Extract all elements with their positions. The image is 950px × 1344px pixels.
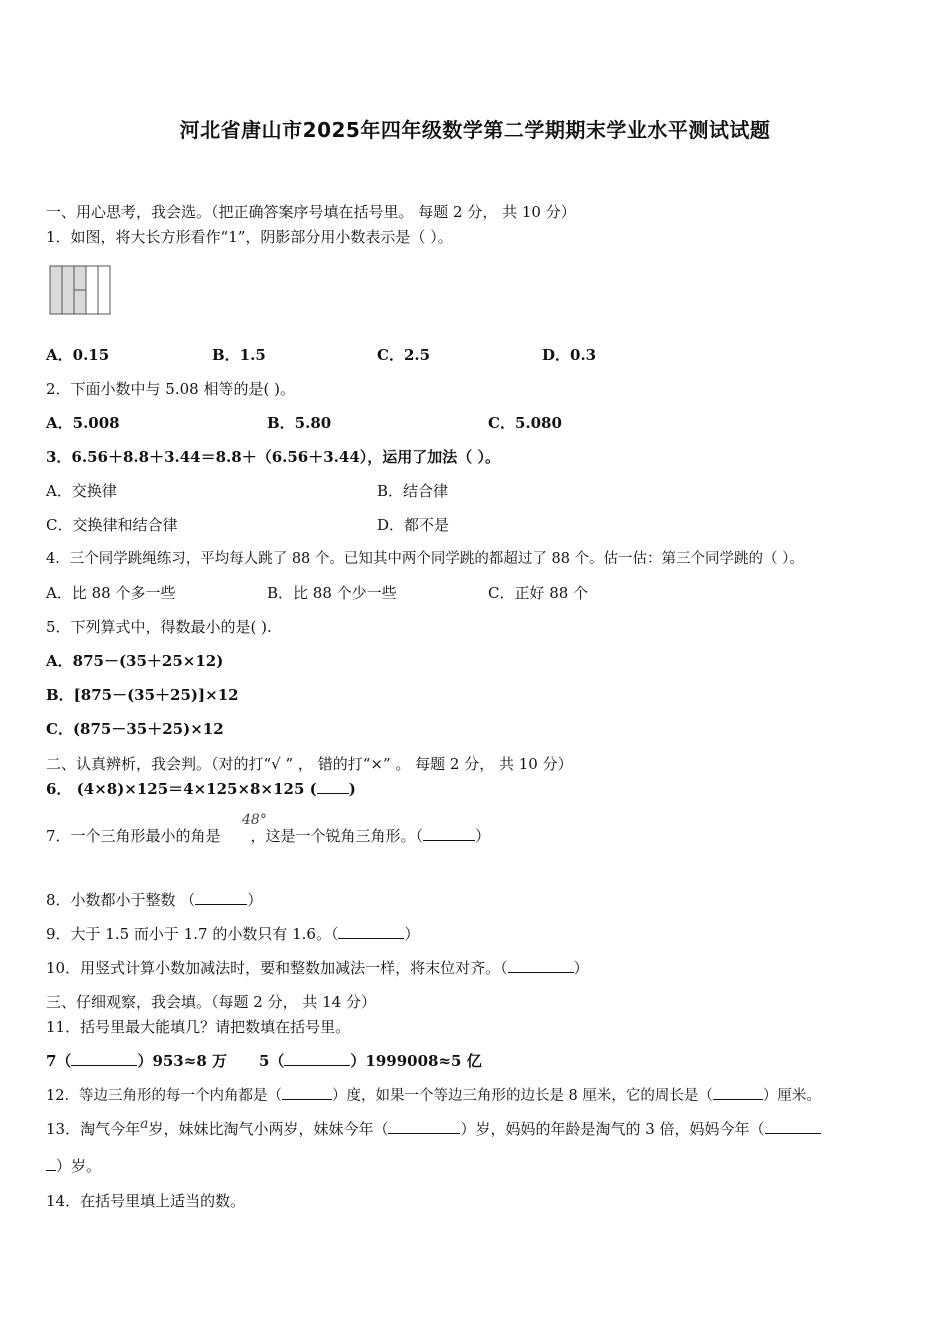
q11b-pre: 5（ [258,1052,285,1070]
question-1-stem: 1．如图，将大长方形看作“1”，阴影部分用小数表示是（ ）。 [46,228,453,246]
question-4-stem: 4．三个同学跳绳练习，平均每人跳了 88 个。已知其中两个同学跳的都超过了 88 个。估一估：第三个同学跳的（ ）。 [46,551,804,567]
question-10 [46,958,589,978]
question-11-stem: 11．括号里最大能填几？请把数填在括号里。 [46,1018,351,1036]
q9-pre: 9．大于 1.5 而小于 1.7 的小数只有 1.6。（ [46,925,339,943]
q3-option-a[interactable]: A．交换律 [46,482,117,500]
question-8 [46,890,262,910]
q8-close: ） [247,891,263,909]
figure-shaded-strip [62,266,74,314]
q12-perimeter-blank[interactable] [713,1085,763,1100]
q13-end: ）岁。 [56,1157,102,1175]
q6-answer-blank[interactable] [317,779,349,794]
section-2-heading: 二、认真辨析，我会判。（对的打“√ ” ， 错的打“×” 。 每题 2 分， 共 10 分） [46,755,573,773]
q1-option-d[interactable]: D．0.3 [542,346,597,364]
q11a-post: ）953≈8 万 [137,1052,227,1070]
question-12 [46,1085,821,1106]
question-13-line-1 [46,1116,821,1140]
question-11-items [46,1051,482,1071]
figure-shaded-strip [50,266,62,314]
q4-option-a[interactable]: A．比 88 个多一些 [46,584,176,602]
document-title: 河北省唐山市2025年四年级数学第二学期期末学业水平测试试题 [179,118,771,142]
q9-answer-blank[interactable] [338,924,404,939]
q4-option-b[interactable]: B．比 88 个少一些 [267,584,397,602]
q11a-answer-blank[interactable] [71,1051,137,1066]
question-2-stem: 2．下面小数中与 5.08 相等的是( )。 [46,380,295,398]
q10-close: ） [573,959,589,977]
q5-option-b[interactable]: B．[875－(35＋25)]×12 [46,686,239,704]
q2-option-b[interactable]: B．5.80 [267,414,332,432]
q3-option-d[interactable]: D．都不是 [377,516,450,534]
q5-option-a[interactable]: A．875－(35＋25×12) [46,652,224,670]
q8-pre: 8．小数都小于整数 （ [46,891,196,909]
q11b-answer-blank[interactable] [284,1051,350,1066]
q13-pre: 13．淘气今年 [46,1120,141,1138]
q10-pre: 10．用竖式计算小数加减法时，要和整数加减法一样，将末位对齐。（ [46,959,508,977]
q3-option-c[interactable]: C．交换律和结合律 [46,516,178,534]
q13-mother-age-blank[interactable] [765,1119,821,1134]
question-14-stem: 14．在括号里填上适当的数。 [46,1192,246,1210]
q12-post: ）厘米。 [762,1088,821,1104]
q7-angle-value: 48° [242,812,267,828]
q13-sister-age-blank[interactable] [388,1119,460,1134]
q4-option-c[interactable]: C．正好 88 个 [488,584,589,602]
q1-option-a[interactable]: A．0.15 [46,346,110,364]
q5-option-c[interactable]: C．(875－35＋25)×12 [46,720,224,738]
q6-close: ) [348,780,356,798]
q7-pre: 7．一个三角形最小的角是 [46,827,221,845]
shaded-rectangle-figure [49,265,111,315]
q11b-post: ）1999008≈5 亿 [350,1052,482,1070]
q1-option-b[interactable]: B．1.5 [212,346,266,364]
q13-mid2: ）岁，妈妈的年龄是淘气的 3 倍，妈妈今年（ [460,1120,765,1138]
section-3-heading: 三、仔细观察，我会填。（每题 2 分， 共 14 分） [46,993,376,1011]
question-9 [46,924,419,944]
q2-option-c[interactable]: C．5.080 [488,414,562,432]
question-3-stem: 3．6.56＋8.8＋3.44＝8.8＋（6.56＋3.44），运用了加法（ ）。 [46,448,500,466]
q6-text: 6． (4×8)×125＝4×125×8×125 ( [46,780,317,798]
question-7 [46,826,490,846]
q1-option-c[interactable]: C．2.5 [377,346,431,364]
q3-option-b[interactable]: B．结合律 [377,482,449,500]
q12-angle-blank[interactable] [282,1085,332,1100]
question-6 [46,779,356,799]
question-13-line-2 [46,1156,101,1176]
q7-close: ） [475,827,491,845]
q2-option-a[interactable]: A．5.008 [46,414,120,432]
question-5-stem: 5．下列算式中，得数最小的是( ). [46,618,272,636]
q7-answer-blank[interactable] [423,826,475,841]
q13-variable: a [140,1116,149,1132]
section-1-heading: 一、用心思考，我会选。（把正确答案序号填在括号里。 每题 2 分， 共 10 分） [46,203,576,221]
q13-mid1: 岁，妹妹比淘气小两岁，妹妹今年（ [148,1120,389,1138]
q8-answer-blank[interactable] [195,890,247,905]
q9-close: ） [404,925,420,943]
q12-pre: 12．等边三角形的每一个内角都是（ [46,1088,282,1104]
q12-mid: ）度，如果一个等边三角形的边长是 8 厘米，它的周长是（ [331,1088,713,1104]
q7-post: ，这是一个锐角三角形。（ [250,827,424,845]
q10-answer-blank[interactable] [508,958,574,973]
q11a-pre: 7（ [46,1052,72,1070]
q13-mother-age-blank-cont[interactable] [46,1156,56,1171]
